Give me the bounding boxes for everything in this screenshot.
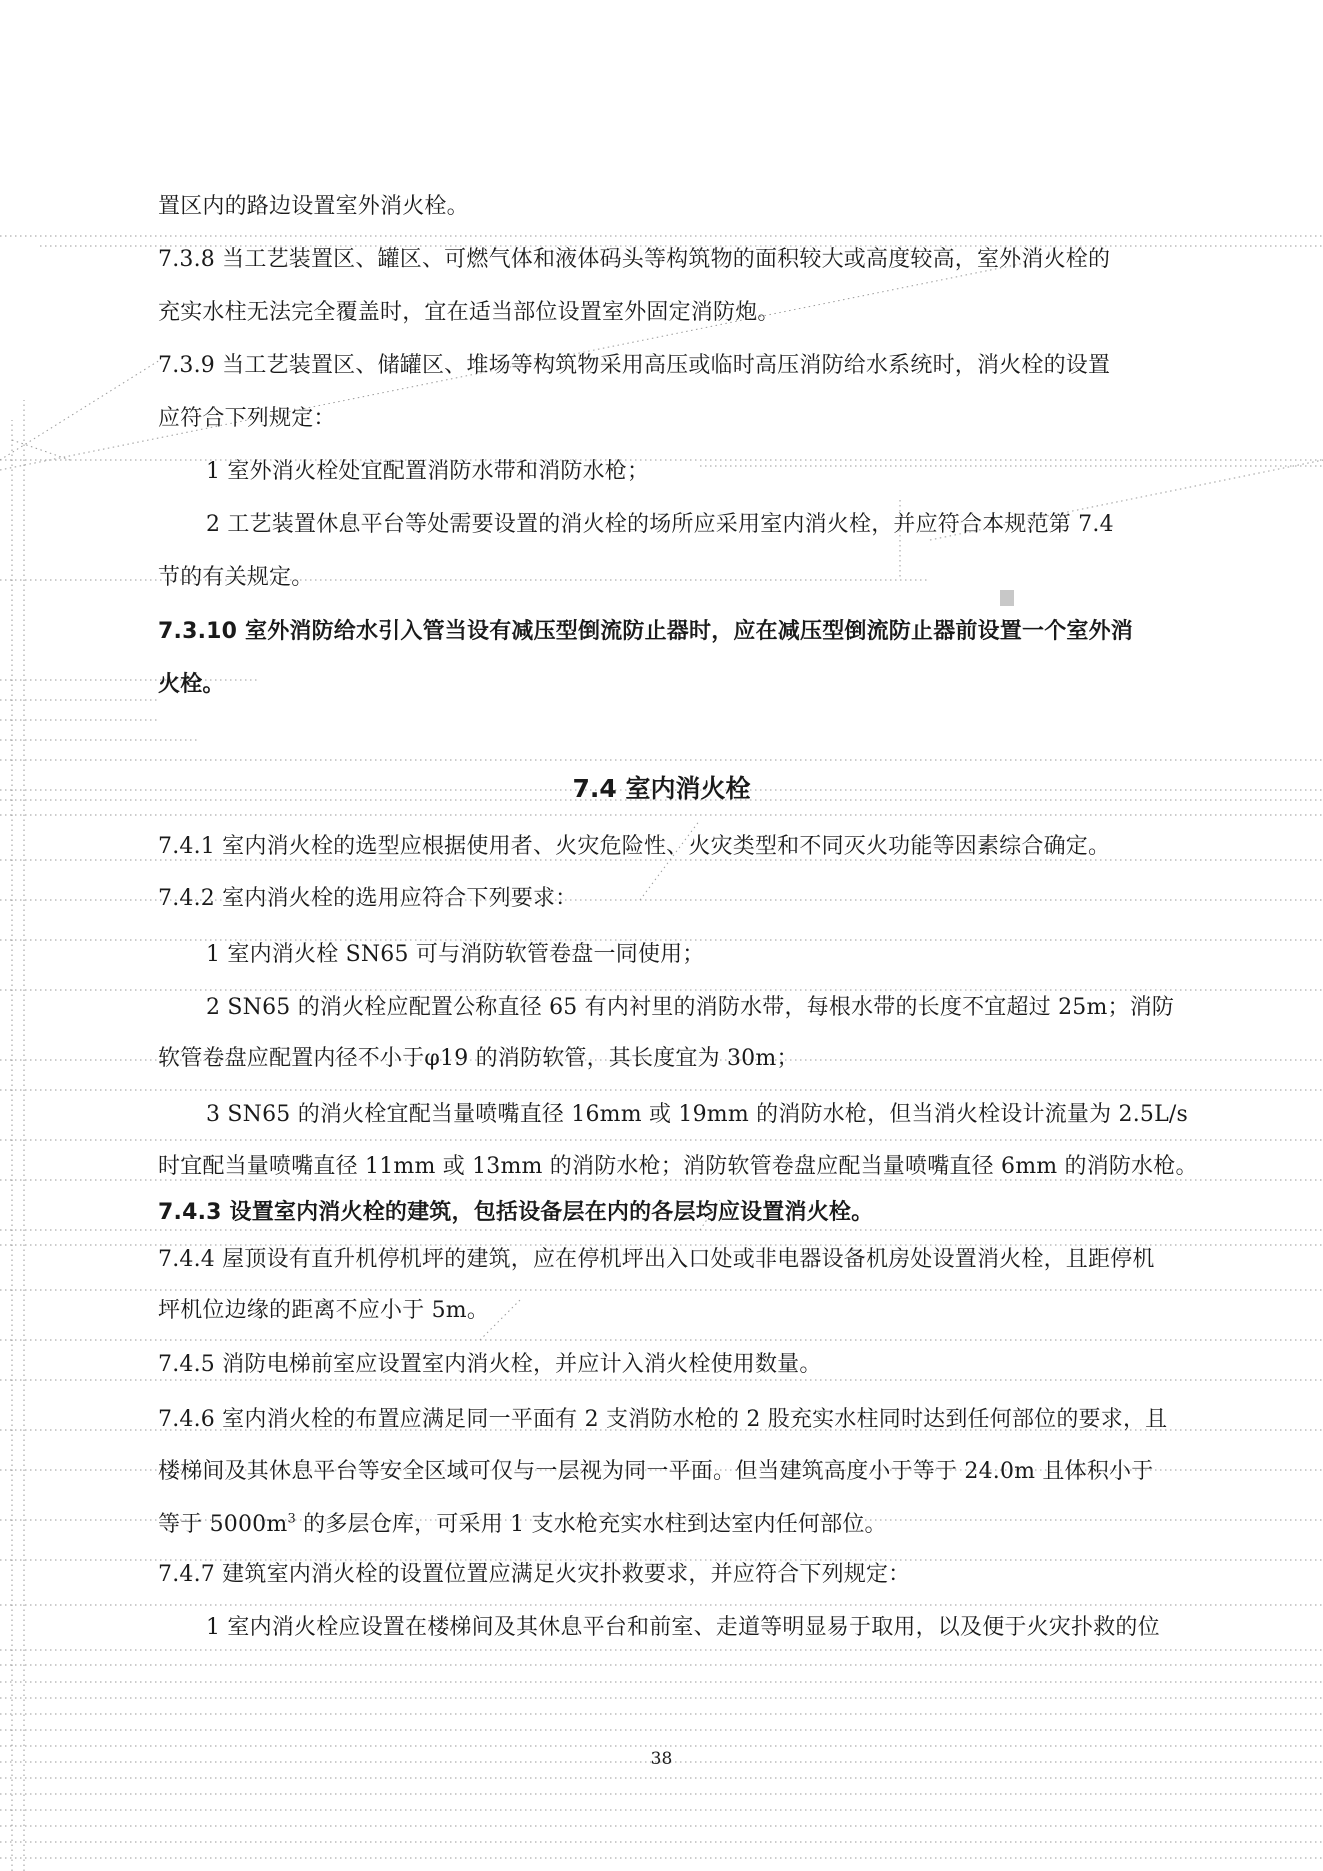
clause-7-3-8: 7.3.8 当工艺装置区、罐区、可燃气体和液体码头等构筑物的面积较大或高度较高，室外消火栓的 [158, 247, 1111, 272]
clause-7-4-4: 7.4.4 屋顶设有直升机停机坪的建筑，应在停机坪出入口处或非电器设备机房处设置消火栓，且距停机 [158, 1247, 1155, 1272]
page-number: 38 [650, 1749, 673, 1769]
list-item: 1 室内消火栓应设置在楼梯间及其休息平台和前室、走道等明显易于取用，以及便于火灾扑救的位 [206, 1615, 1160, 1640]
clause-7-4-6: 7.4.6 室内消火栓的布置应满足同一平面有 2 支消防水枪的 2 股充实水柱同时达到任何部位的要求，且 [158, 1407, 1168, 1432]
clause-7-3-9: 7.3.9 当工艺装置区、储罐区、堆场等构筑物采用高压或临时高压消防给水系统时，消火栓的设置 [158, 353, 1111, 378]
text-line: 时宜配当量喷嘴直径 11mm 或 13mm 的消防水枪；消防软管卷盘应配当量喷嘴直径 6mm 的消防水枪。 [158, 1154, 1198, 1179]
list-item: 3 SN65 的消火栓宜配当量喷嘴直径 16mm 或 19mm 的消防水枪，但当消火栓设计流量为 2.5L/s [206, 1102, 1188, 1127]
text-line: 置区内的路边设置室外消火栓。 [158, 194, 469, 219]
clause-7-4-5: 7.4.5 消防电梯前室应设置室内消火栓，并应计入消火栓使用数量。 [158, 1352, 822, 1377]
text-line: 坪机位边缘的距离不应小于 5m。 [158, 1298, 490, 1323]
text-segment: 的多层仓库，可采用 1 支水枪充实水柱到达室内任何部位。 [295, 1512, 887, 1537]
superscript: 3 [287, 1511, 296, 1527]
list-item: 2 SN65 的消火栓应配置公称直径 65 有内衬里的消防水带，每根水带的长度不宜超过 25m；消防 [206, 995, 1175, 1020]
clause-7-4-1: 7.4.1 室内消火栓的选型应根据使用者、火灾危险性、火灾类型和不同灭火功能等因素综合确定。 [158, 834, 1111, 859]
clause-7-4-2: 7.4.2 室内消火栓的选用应符合下列要求： [158, 886, 578, 911]
section-heading: 7.4 室内消火栓 [572, 774, 751, 803]
list-item: 1 室内消火栓 SN65 可与消防软管卷盘一同使用； [206, 942, 705, 967]
text-line: 火栓。 [158, 672, 225, 697]
clause-7-4-3: 7.4.3 设置室内消火栓的建筑，包括设备层在内的各层均应设置消火栓。 [158, 1200, 874, 1225]
text-line: 软管卷盘应配置内径不小于φ19 的消防软管，其长度宜为 30m； [158, 1046, 799, 1071]
text-segment: 等于 5000m [158, 1512, 288, 1537]
text-line: 楼梯间及其休息平台等安全区域可仅与一层视为同一平面。但当建筑高度小于等于 24.0m 且体积小于 [158, 1459, 1154, 1484]
list-item: 1 室外消火栓处宜配置消防水带和消防水枪； [206, 459, 650, 484]
text-line: 充实水柱无法完全覆盖时，宜在适当部位设置室外固定消防炮。 [158, 300, 780, 325]
text-line: 节的有关规定。 [158, 565, 314, 590]
text-line: 应符合下列规定： [158, 406, 336, 431]
clause-7-4-7: 7.4.7 建筑室内消火栓的设置位置应满足火灾扑救要求，并应符合下列规定： [158, 1562, 911, 1587]
list-item: 2 工艺装置休息平台等处需要设置的消火栓的场所应采用室内消火栓，并应符合本规范第 7.4 [206, 512, 1114, 537]
clause-7-3-10: 7.3.10 室外消防给水引入管当设有减压型倒流防止器时，应在减压型倒流防止器前设置一个室外消 [158, 619, 1134, 644]
text-line [158, 1510, 1188, 1540]
